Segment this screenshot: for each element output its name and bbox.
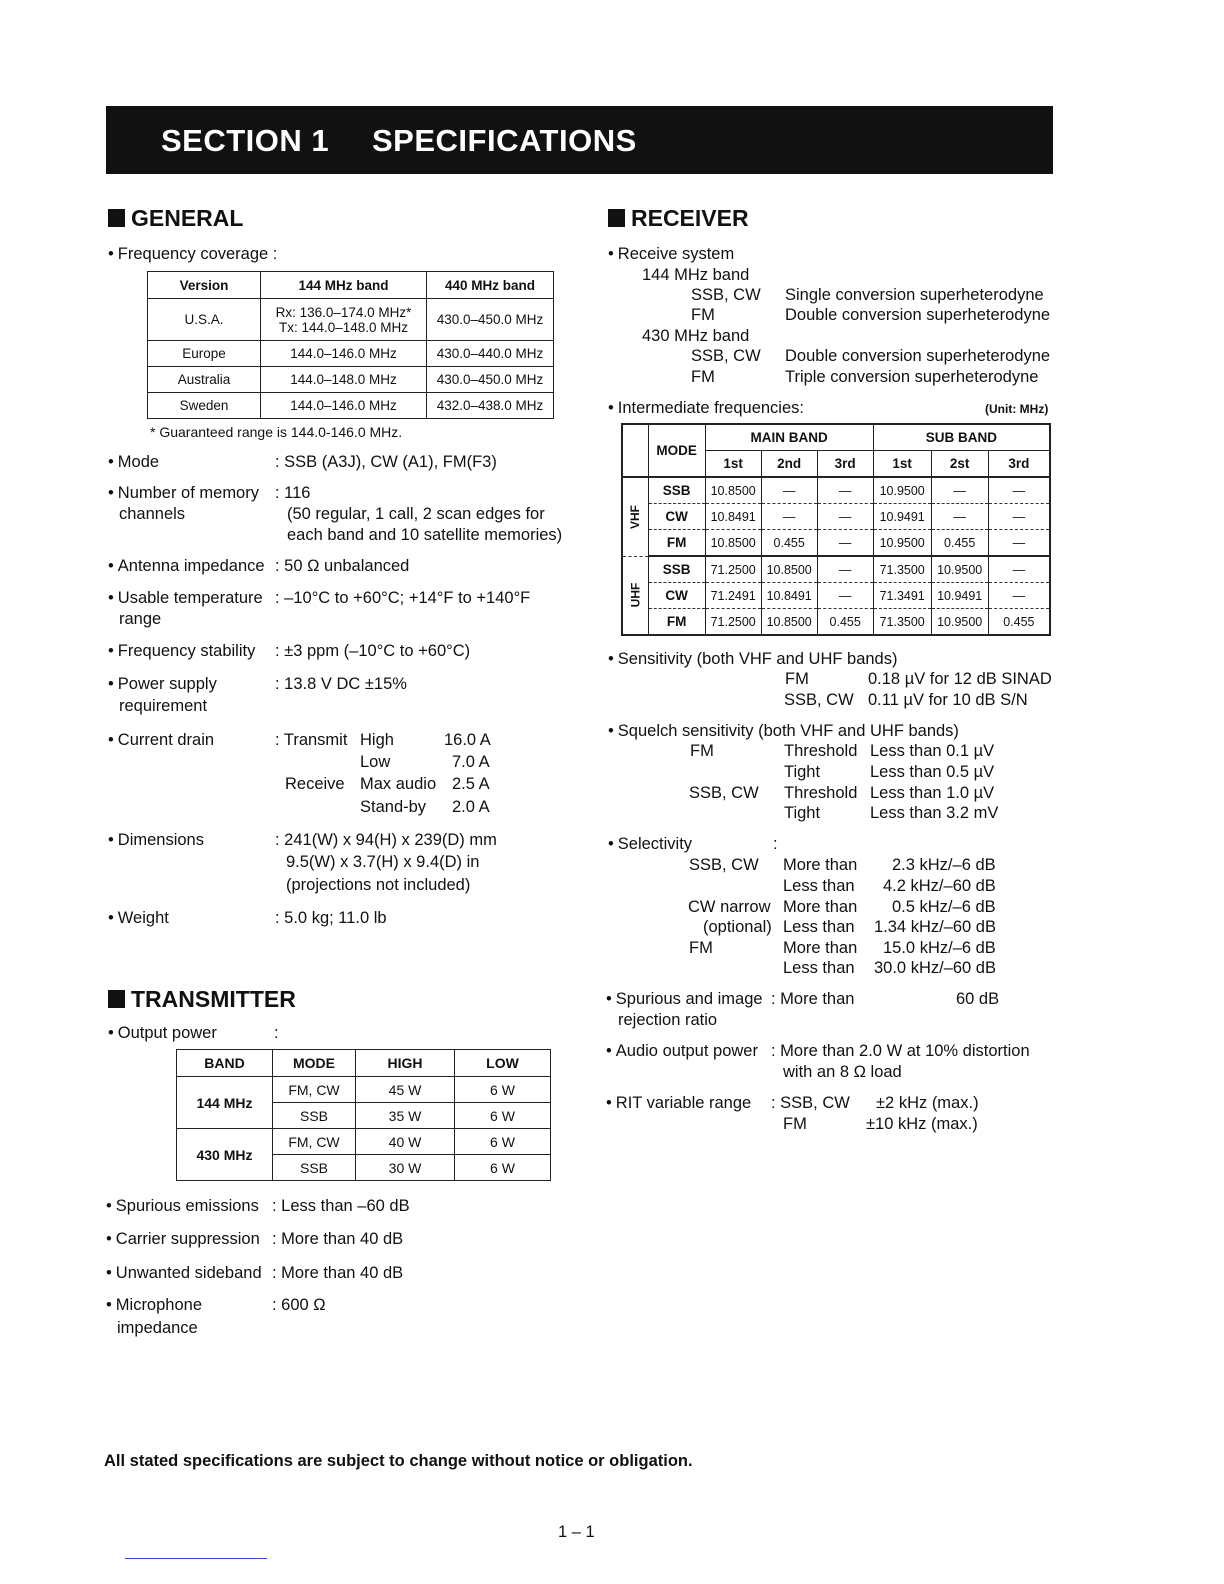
squelch-value-1: Less than 0.1 µV (870, 742, 995, 760)
table-row: CW 10.8491 — — 10.9491 — — (622, 504, 1050, 530)
microphone-value: : 600 Ω (272, 1296, 326, 1314)
sel-less-1: Less than (783, 877, 855, 895)
carrier-suppression-value: : More than 40 dB (272, 1230, 404, 1248)
power-supply-label: • Power supply (108, 674, 217, 695)
weight-label: • Weight (108, 908, 169, 929)
table-footnote: * Guaranteed range is 144.0-146.0 MHz. (150, 424, 403, 440)
squelch-label: • Squelch sensitivity (both VHF and UHF bands) (608, 721, 959, 742)
col-header: 440 MHz band (427, 272, 554, 299)
microphone-label: • Microphone (106, 1295, 202, 1316)
table-row: FM 71.2500 10.8500 0.455 71.3500 10.9500 0.455 (622, 609, 1050, 636)
squelch-tight-1: Tight (784, 763, 821, 781)
squelch-threshold-2: Threshold (784, 784, 858, 802)
section-header (106, 106, 1053, 174)
sensitivity-label: • Sensitivity (both VHF and UHF bands) (608, 649, 897, 670)
output-power-table (176, 1049, 551, 1181)
square-bullet-icon (608, 209, 625, 227)
rit-ssb: : SSB, CW (771, 1094, 850, 1112)
sys-value-2: Double conversion superheterodyne (785, 306, 1051, 324)
current-standby-value: 2.0 A (452, 798, 490, 816)
sub-band-header: SUB BAND (873, 424, 1050, 451)
table-row: Europe 144.0–146.0 MHz 430.0–440.0 MHz (148, 341, 554, 367)
sys-value-1: Single conversion superheterodyne (785, 286, 1044, 304)
footer-notice: All stated specifications are subject to change without notice or obligation. (104, 1452, 693, 1470)
sel-less-3: Less than (783, 959, 855, 977)
dimensions-value-2: 9.5(W) x 3.7(H) x 9.4(D) in (286, 853, 480, 871)
spurious-image-value: 60 dB (956, 990, 1000, 1008)
section-title: SPECIFICATIONS (372, 123, 637, 158)
col-header: Version (148, 272, 261, 299)
current-drain-label: • Current drain (108, 730, 214, 751)
squelch-tight-2: Tight (784, 804, 821, 822)
sel-value-6: 30.0 kHz/–60 dB (874, 959, 996, 977)
current-receive: Receive (285, 775, 345, 793)
table-row: VHF SSB 10.8500 — — 10.9500 — — (622, 477, 1050, 504)
spurious-emissions-value: : Less than –60 dB (272, 1197, 410, 1215)
freq-coverage-label: • Frequency coverage : (108, 244, 277, 265)
current-standby-label: Stand-by (360, 798, 427, 816)
table-row: FM 10.8500 0.455 — 10.9500 0.455 — (622, 530, 1050, 557)
mode-value: : SSB (A3J), CW (A1), FM(F3) (275, 453, 497, 471)
if-label: • Intermediate frequencies: (608, 398, 804, 419)
square-bullet-icon (108, 990, 125, 1008)
mode-header: MODE (648, 424, 705, 477)
col-header: BAND (177, 1050, 273, 1077)
sel-less-2: Less than (783, 918, 855, 936)
sys-ssbcw-144: SSB, CW (691, 286, 761, 304)
unwanted-sideband-value: : More than 40 dB (272, 1264, 404, 1282)
memory-value: : 116 (275, 484, 311, 502)
rit-label: • RIT variable range (606, 1093, 751, 1114)
squelch-fm: FM (690, 742, 714, 760)
general-heading: GENERAL (108, 205, 243, 232)
sel-cw-narrow: CW narrow (688, 898, 771, 916)
vhf-label: VHF (622, 477, 648, 556)
band-144-label: 144 MHz band (642, 266, 750, 284)
table-row: SSB 30 W 6 W (177, 1155, 551, 1181)
page-number: 1 – 1 (558, 1523, 595, 1541)
table-row: UHF SSB 71.2500 10.8500 — 71.3500 10.9500 — (622, 556, 1050, 583)
sens-fm: FM (785, 670, 809, 688)
frequency-coverage-table (147, 271, 554, 419)
col-header: 144 MHz band (261, 272, 427, 299)
squelch-ssb: SSB, CW (689, 784, 759, 802)
sel-value-4: 1.34 kHz/–60 dB (874, 918, 996, 936)
sel-more-3: More than (783, 939, 858, 957)
sel-more-1: More than (783, 856, 858, 874)
rit-fm-value: ±10 kHz (max.) (866, 1115, 978, 1133)
squelch-value-3: Less than 1.0 µV (870, 784, 995, 802)
current-transmit: : Transmit (275, 731, 348, 749)
col-header: LOW (455, 1050, 551, 1077)
rit-ssb-value: ±2 kHz (max.) (876, 1094, 979, 1112)
if-table: MODE MAIN BAND SUB BAND 1st 2nd 3rd 1st 2st 3rd VHF SSB 10.8500 — — 10.9500 — — CW 10.8491 — — 10.9491 — — FM 10.8500 0.455 — 10.9500 0.455 — UHF SSB 71.2500 10.8500 — 71.3500 10.9500 — CW 71.2491 10.8491 — 71.3491 10.9491 — FM 71.2500 10.8500 0.455 71.3500 10.9500 0.455 (621, 423, 1051, 636)
current-high-label: High (360, 731, 394, 749)
temperature-label-2: range (119, 610, 162, 628)
selectivity-label: • Selectivity (608, 834, 692, 855)
spurious-image-more: : More than (771, 990, 855, 1008)
squelch-value-4: Less than 3.2 mV (870, 804, 999, 822)
if-unit: (Unit: MHz) (985, 402, 1049, 416)
spurious-emissions-label: • Spurious emissions (106, 1196, 259, 1217)
output-power-colon: : (274, 1024, 279, 1042)
table-row: SSB 35 W 6 W (177, 1103, 551, 1129)
stability-value: : ±3 ppm (–10°C to +60°C) (275, 642, 471, 660)
transmitter-heading: TRANSMITTER (108, 986, 296, 1013)
table-row: Sweden 144.0–146.0 MHz 432.0–438.0 MHz (148, 393, 554, 419)
dimensions-note: (projections not included) (286, 876, 471, 894)
power-supply-label-2: requirement (119, 697, 208, 715)
sel-ssb: SSB, CW (689, 856, 759, 874)
sys-ssbcw-430: SSB, CW (691, 347, 761, 365)
stability-label: • Frequency stability (108, 641, 255, 662)
memory-label-2: channels (119, 505, 186, 523)
sel-value-2: 4.2 kHz/–60 dB (883, 877, 996, 895)
unwanted-sideband-label: • Unwanted sideband (106, 1263, 262, 1284)
selectivity-colon: : (773, 835, 778, 853)
memory-label: • Number of memory (108, 483, 259, 504)
sel-optional: (optional) (703, 918, 772, 936)
square-bullet-icon (108, 209, 125, 227)
spurious-image-label-2: rejection ratio (618, 1011, 718, 1029)
footer-divider (125, 1558, 267, 1559)
sens-ssb-value: 0.11 µV for 10 dB S/N (868, 691, 1028, 709)
sel-value-3: 0.5 kHz/–6 dB (892, 898, 996, 916)
sel-more-2: More than (783, 898, 858, 916)
table-row: 430 MHz FM, CW 40 W 6 W (177, 1129, 551, 1155)
table-row: CW 71.2491 10.8491 — 71.3491 10.9491 — (622, 583, 1050, 609)
receiver-heading: RECEIVER (608, 205, 749, 232)
current-max-value: 2.5 A (452, 775, 490, 793)
current-max-label: Max audio (360, 775, 437, 793)
current-low-value: 7.0 A (452, 753, 490, 771)
memory-note: (50 regular, 1 call, 2 scan edges for (287, 505, 545, 523)
audio-output-label: • Audio output power (606, 1041, 758, 1062)
sens-ssb: SSB, CW (784, 691, 854, 709)
col-header: MODE (273, 1050, 356, 1077)
sys-value-3: Double conversion superheterodyne (785, 347, 1051, 365)
sys-fm-144: FM (691, 306, 715, 324)
current-high-value: 16.0 A (444, 731, 491, 749)
main-band-header: MAIN BAND (705, 424, 873, 451)
antenna-label: • Antenna impedance (108, 556, 265, 577)
output-power-label: • Output power (108, 1023, 217, 1044)
temperature-value: : –10°C to +60°C; +14°F to +140°F (275, 589, 531, 607)
receive-system-label: • Receive system (608, 244, 734, 265)
band-430-label: 430 MHz band (642, 327, 750, 345)
audio-output-value-2: with an 8 Ω load (783, 1063, 902, 1081)
col-header: HIGH (356, 1050, 455, 1077)
squelch-value-2: Less than 0.5 µV (870, 763, 995, 781)
table-row: Australia 144.0–148.0 MHz 430.0–450.0 MHz (148, 367, 554, 393)
section-number: SECTION 1 (161, 123, 330, 158)
sys-value-4: Triple conversion superheterodyne (785, 368, 1039, 386)
spurious-image-label: • Spurious and image (606, 989, 763, 1010)
table-row: 144 MHz FM, CW 45 W 6 W (177, 1077, 551, 1103)
sel-value-5: 15.0 kHz/–6 dB (883, 939, 996, 957)
sens-fm-value: 0.18 µV for 12 dB SINAD (868, 670, 1052, 688)
current-low-label: Low (360, 753, 391, 771)
audio-output-value: : More than 2.0 W at 10% distortion (771, 1042, 1030, 1060)
rit-fm: FM (783, 1115, 807, 1133)
dimensions-label: • Dimensions (108, 830, 204, 851)
sys-fm-430: FM (691, 368, 715, 386)
memory-note-2: each band and 10 satellite memories) (287, 526, 563, 544)
power-supply-value: : 13.8 V DC ±15% (275, 675, 407, 693)
weight-value: : 5.0 kg; 11.0 lb (275, 909, 387, 927)
microphone-label-2: impedance (117, 1319, 198, 1337)
antenna-value: : 50 Ω unbalanced (275, 557, 410, 575)
sel-fm: FM (689, 939, 713, 957)
squelch-threshold-1: Threshold (784, 742, 858, 760)
mode-label: • Mode (108, 452, 159, 473)
uhf-label: UHF (622, 556, 648, 635)
table-row: U.S.A. Rx: 136.0–174.0 MHz* Tx: 144.0–148.0 MHz 430.0–450.0 MHz (148, 299, 554, 341)
sel-value-1: 2.3 kHz/–6 dB (892, 856, 996, 874)
dimensions-value: : 241(W) x 94(H) x 239(D) mm (275, 831, 497, 849)
temperature-label: • Usable temperature (108, 588, 263, 609)
carrier-suppression-label: • Carrier suppression (106, 1229, 260, 1250)
